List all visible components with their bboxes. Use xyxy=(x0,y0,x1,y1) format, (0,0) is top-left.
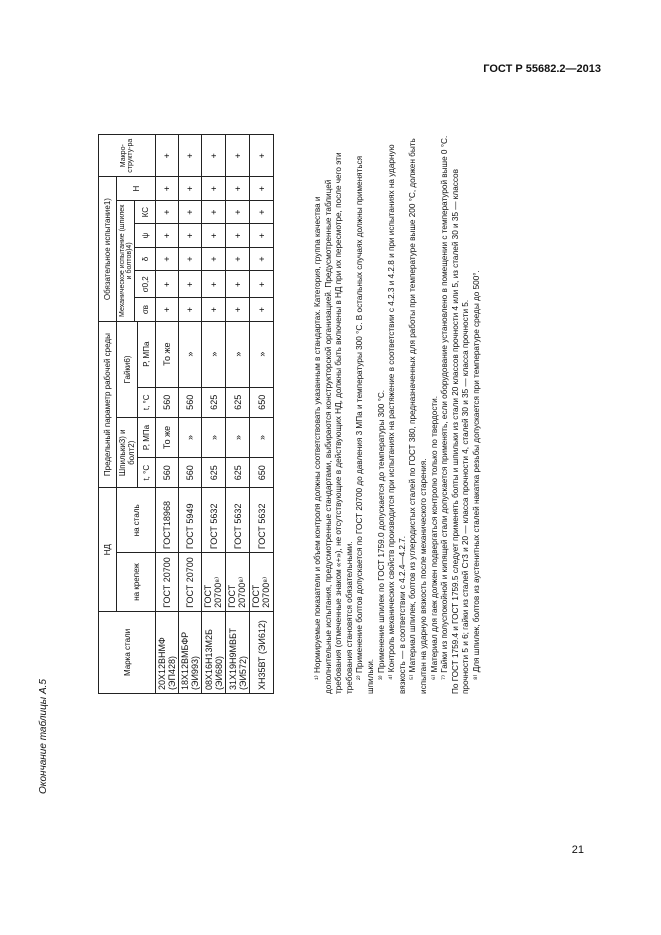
cell-t1: 650 xyxy=(250,457,274,488)
cell-s02: + xyxy=(202,271,226,298)
table-row xyxy=(250,135,274,694)
cell-mark: 18Х12ВМБФР (ЭИ993) xyxy=(179,611,202,693)
cell-t2: 650 xyxy=(250,387,274,418)
cell-delta: + xyxy=(156,247,179,270)
cell-s02: + xyxy=(179,271,202,298)
footnote: ⁷⁾ Гайки из полуспокойной и кипящей стали допускается применять, если оборудование установлено в помещении с температурой выше 0 °С. По ГОСТ 1759.4 и ГОСТ 1759.5 следует применять болты и шпильки из стали 20 классов прочности 4 или 5, из сталей 30 и 35 — классов прочности 5 и 6; гайки из сталей Ст3 и 20 — класса прочности 4, сталей 30 и 35 — класса прочности 5. xyxy=(440,135,471,694)
cell-t1: 625 xyxy=(226,457,250,488)
cell-p2: То же xyxy=(156,321,179,387)
cell-p2: » xyxy=(250,321,274,387)
header-t1: t, °С xyxy=(138,457,156,488)
header-ks: КС xyxy=(135,200,156,223)
cell-delta: + xyxy=(250,247,274,270)
cell-delta: + xyxy=(202,247,226,270)
cell-nd-krep: ГОСТ 20700⁸⁾ xyxy=(250,553,274,612)
cell-delta: + xyxy=(226,247,250,270)
footnotes xyxy=(313,134,483,694)
cell-psi: + xyxy=(250,224,274,247)
header-delta: δ xyxy=(135,247,156,270)
cell-nd-krep: ГОСТ 20700 xyxy=(179,553,202,612)
table-row xyxy=(226,135,250,694)
footnote: ³⁾ Применение шпилек по ГОСТ 1759.0 допускается до температуры 300 °С. xyxy=(376,389,386,680)
header-macro: Макро-структу-ра xyxy=(99,135,156,177)
footnote: ²⁾ Применение болтов допускается по ГОСТ 20700 до давления 3 МПа и температуры 300 °С. В остальных случаях должны применяться шпильки. xyxy=(355,155,375,694)
footnote: ¹⁾ Нормируемые показатели и объем контроля должны соответствовать указанным в стандартах. Категория, группа качества и дополнительные испытания, предусмотренные стандартами, выбираются конструкторской организацией. Предусмотренные таблицей требования (отмеченные знаком «+»), не отсутствующие в действующих НД, должны быть включены в НД при их пересмотре, после чего эти требования становятся обязательными. xyxy=(313,152,354,694)
cell-p1: То же xyxy=(156,418,179,458)
steel-table xyxy=(98,134,274,694)
header-mandatory: Обязательное испытание1) xyxy=(99,177,117,321)
header-nd: НД xyxy=(99,488,117,611)
cell-nd-krep: ГОСТ 20700 xyxy=(156,553,179,612)
cell-nd-steel: ГОСТ 5632 xyxy=(226,488,250,553)
cell-sb: + xyxy=(202,298,226,321)
header-p2: Р, МПа xyxy=(138,321,156,387)
cell-s02: + xyxy=(250,271,274,298)
header-nuts: Гайки6) xyxy=(117,321,138,417)
cell-sb: + xyxy=(179,298,202,321)
cell-s02: + xyxy=(156,271,179,298)
cell-mark: 08Х16Н13М2Б (ЭИ680) xyxy=(202,611,226,693)
cell-sb: + xyxy=(250,298,274,321)
cell-sb: + xyxy=(226,298,250,321)
cell-psi: + xyxy=(156,224,179,247)
cell-psi: + xyxy=(179,224,202,247)
document-id: ГОСТ Р 55682.2—2013 xyxy=(483,63,601,75)
cell-t1: 560 xyxy=(156,457,179,488)
cell-mark: 31Х19Н9МВБТ (ЭИ572) xyxy=(226,611,250,693)
cell-ks: + xyxy=(156,200,179,223)
cell-delta: + xyxy=(179,247,202,270)
page-number: 21 xyxy=(571,844,584,856)
cell-macro: + xyxy=(156,135,179,177)
cell-nd-steel: ГОСТ 5949 xyxy=(179,488,202,553)
cell-h: + xyxy=(179,177,202,200)
table-row xyxy=(156,135,179,694)
cell-ks: + xyxy=(179,200,202,223)
cell-p1: » xyxy=(202,418,226,458)
cell-p1: » xyxy=(250,418,274,458)
cell-t2: 560 xyxy=(156,387,179,418)
cell-mark: 20Х12ВНМФ (ЭП428) xyxy=(156,611,179,693)
cell-h: + xyxy=(250,177,274,200)
header-mark: Марка стали xyxy=(99,611,156,693)
footnote: ⁵⁾ Материал шпилек, болтов из углеродистых сталей по ГОСТ 380, предназначенных для работы при температуре выше 200 °С, должен быть испытан на ударную вязкость после механического старения. xyxy=(408,138,428,694)
cell-psi: + xyxy=(202,224,226,247)
cell-t2: 560 xyxy=(179,387,202,418)
cell-mark: ХН35ВТ (ЭИ612) xyxy=(250,611,274,693)
cell-h: + xyxy=(156,177,179,200)
rotated-content xyxy=(38,96,598,808)
cell-t1: 625 xyxy=(202,457,226,488)
cell-h: + xyxy=(202,177,226,200)
table-caption: Окончание таблицы А.5 xyxy=(38,679,49,794)
cell-macro: + xyxy=(226,135,250,177)
cell-psi: + xyxy=(226,224,250,247)
header-studs: Шпильки3) и болт2) xyxy=(117,418,138,488)
cell-macro: + xyxy=(250,135,274,177)
header-nd-krep: на крепеж xyxy=(117,553,156,612)
table-row xyxy=(202,135,226,694)
cell-t1: 560 xyxy=(179,457,202,488)
cell-nd-steel: ГОСТ18968 xyxy=(156,488,179,553)
header-h: Н xyxy=(117,177,156,200)
cell-sb: + xyxy=(156,298,179,321)
cell-ks: + xyxy=(226,200,250,223)
header-nd-steel: на сталь xyxy=(117,488,156,553)
cell-t2: 625 xyxy=(202,387,226,418)
cell-nd-krep: ГОСТ 20700⁸⁾ xyxy=(226,553,250,612)
header-s02: σ0,2 xyxy=(135,271,156,298)
table-row xyxy=(179,135,202,694)
footnote: ⁴⁾ Контроль механических свойств производится при испытаниях на растяжение в соответствии с 4.2.3 и 4.2.8 и при испытаниях на ударную вязкость — в соответствии с 4.2.4—4.2.7. xyxy=(387,144,407,694)
footnote: ⁸⁾ Для шпилек, болтов из аустенитных сталей накатка резьбы допускается при температуре среды до 500°. xyxy=(471,270,481,680)
cell-nd-krep: ГОСТ 20700⁸⁾ xyxy=(202,553,226,612)
header-psi: ψ xyxy=(135,224,156,247)
header-t2: t, °С xyxy=(138,387,156,418)
cell-p2: » xyxy=(202,321,226,387)
cell-p1: » xyxy=(226,418,250,458)
cell-p2: » xyxy=(226,321,250,387)
cell-p2: » xyxy=(179,321,202,387)
cell-p1: » xyxy=(179,418,202,458)
cell-h: + xyxy=(226,177,250,200)
cell-t2: 625 xyxy=(226,387,250,418)
header-p1: Р, МПа xyxy=(138,418,156,458)
cell-s02: + xyxy=(226,271,250,298)
cell-ks: + xyxy=(202,200,226,223)
cell-nd-steel: ГОСТ 5632 xyxy=(202,488,226,553)
footnote: ⁶⁾ Материал для гаек должен подвергаться контролю только по твердости. xyxy=(429,395,439,680)
header-sb: σв xyxy=(135,298,156,321)
cell-macro: + xyxy=(179,135,202,177)
header-param: Предельный параметр рабочей среды xyxy=(99,321,117,488)
cell-nd-steel: ГОСТ 5632 xyxy=(250,488,274,553)
cell-macro: + xyxy=(202,135,226,177)
header-mech: Механическое испытание (шпилек и болтов)4) xyxy=(117,200,135,321)
cell-ks: + xyxy=(250,200,274,223)
